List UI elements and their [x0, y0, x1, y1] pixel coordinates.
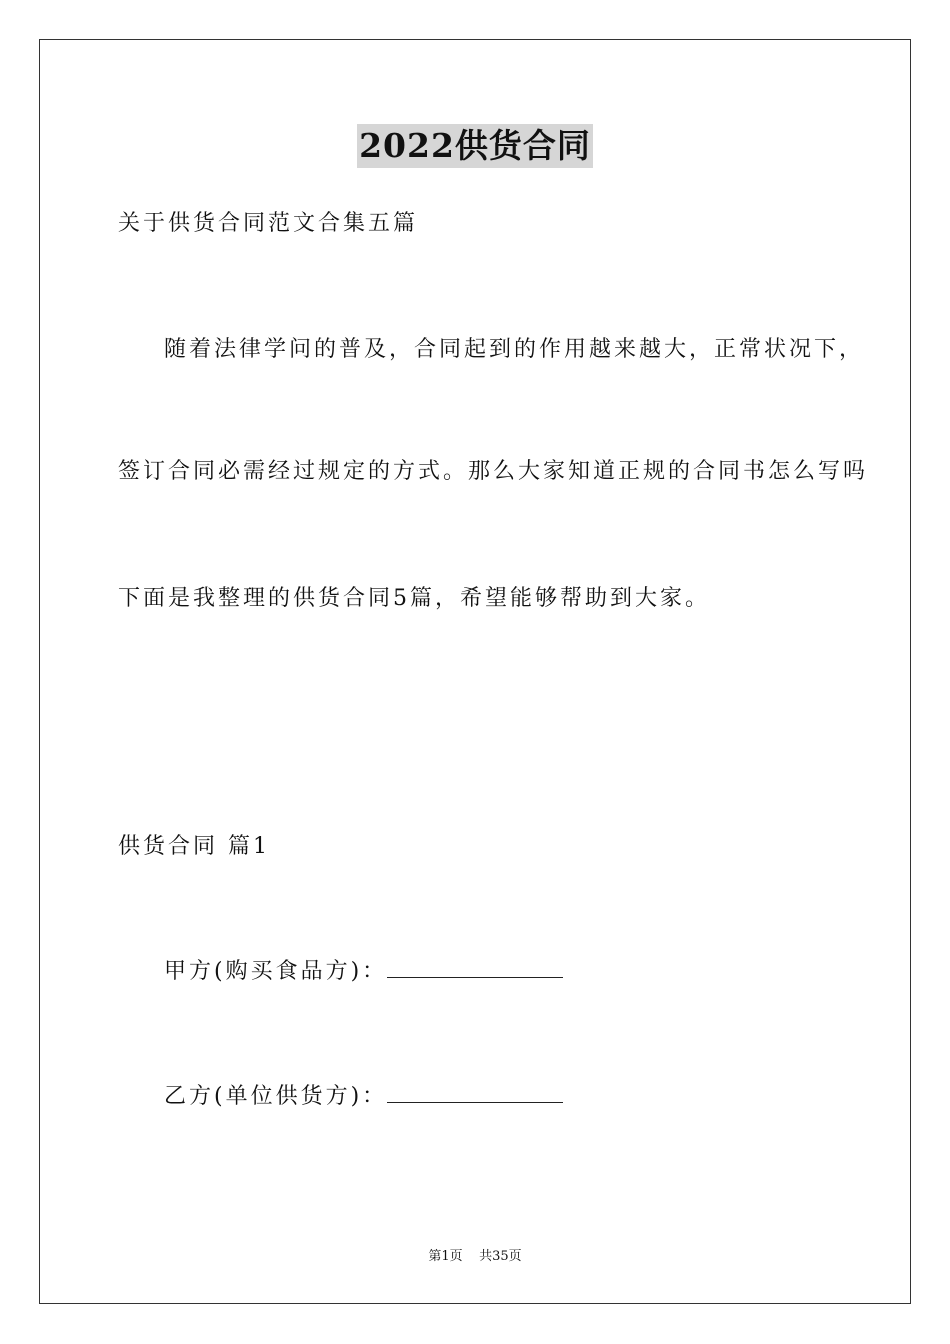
title-container — [0, 124, 950, 168]
party-b-blank — [387, 1084, 563, 1103]
intro-line-3: 下面是我整理的供货合同5篇，希望能够帮助到大家。 — [118, 586, 710, 611]
party-b-line — [164, 1082, 563, 1112]
document-subtitle: 关于供货合同范文合集五篇 — [118, 211, 419, 236]
section-heading: 供货合同 篇1 — [118, 834, 270, 859]
party-a-blank — [387, 959, 563, 978]
party-a-label: 甲方(购买食品方)： — [164, 959, 388, 984]
intro-line-2: 签订合同必需经过规定的方式。那么大家知道正规的合同书怎么写吗 — [118, 459, 869, 484]
page-footer: 第1页 共35页 — [428, 1249, 522, 1264]
intro-line-1: 随着法律学问的普及，合同起到的作用越来越大，正常状况下， — [164, 337, 865, 362]
party-b-label: 乙方(单位供货方)： — [164, 1084, 388, 1109]
party-a-line — [164, 957, 563, 987]
document-title: 2022供货合同 — [357, 124, 593, 168]
